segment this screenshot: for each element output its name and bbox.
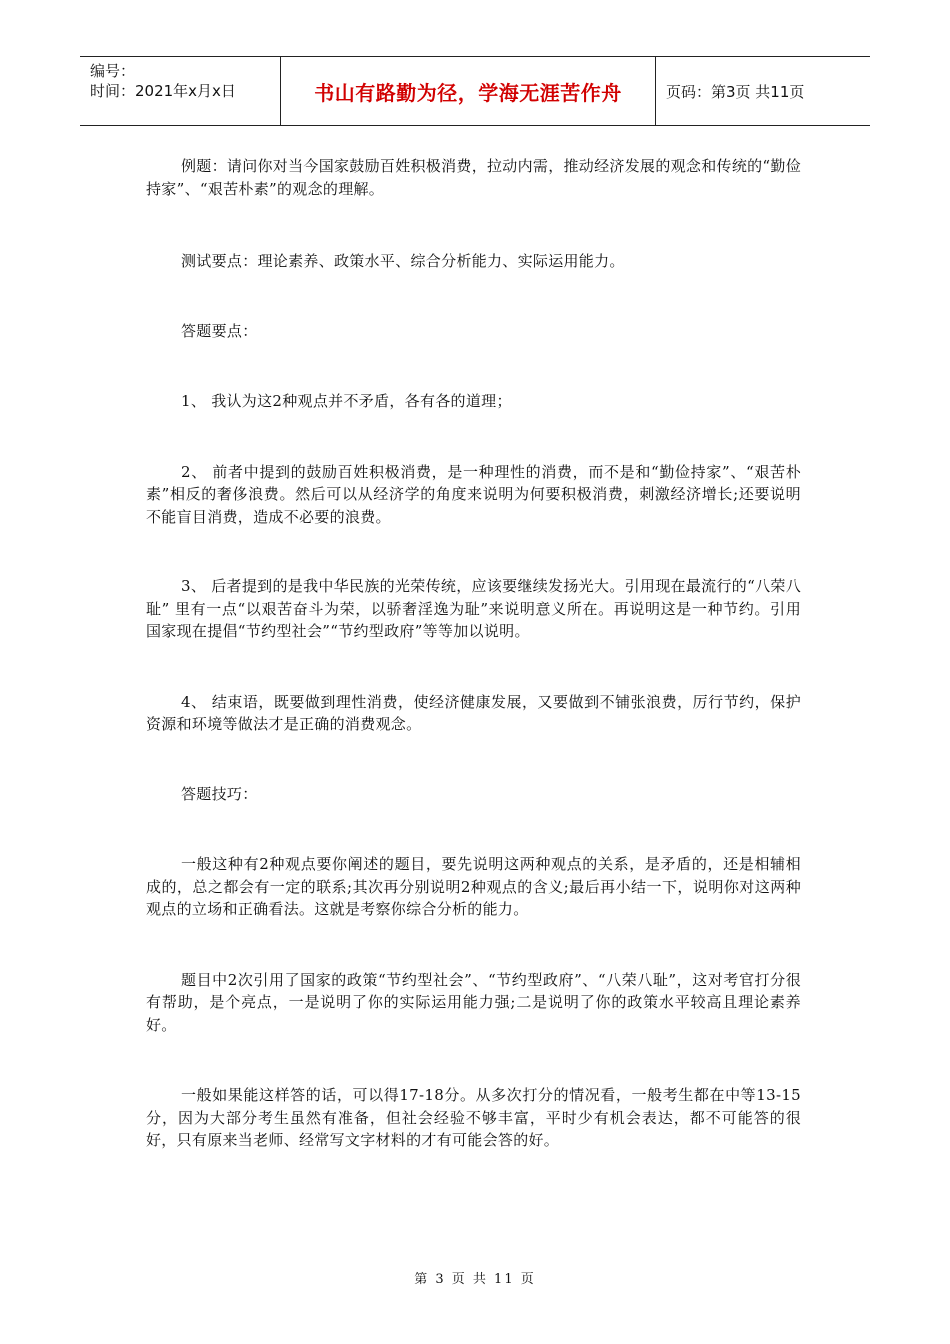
paragraph-answer-points-heading: 答题要点： [181,321,258,340]
paragraph-point-3: 3、 后者提到的是我中华民族的光荣传统，应该要继续发扬光大。引用现在最流行的“八荣八耻” 里有一点“以艰苦奋斗为荣，以骄奢淫逸为耻”来说明意义所在。再说明这是一种节约。引用国家现在提倡“节约型社会”“节约型政府”等等加以说明。 [146,577,801,640]
header-motto: 书山有路勤为径，学海无涯苦作舟 [314,80,622,105]
page-footer: 第 3 页 共 11 页 [414,1272,536,1287]
paragraph-tips-heading: 答题技巧： [181,784,258,803]
paragraph-test-points: 测试要点：理论素养、政策水平、综合分析能力、实际运用能力。 [181,252,625,270]
paragraph-scoring: 一般如果能这样答的话，可以得17-18分。从多次打分的情况看，一般考生都在中等13-15分，因为大部分考生虽然有准备，但社会经验不够丰富，平时少有机会表达，都不可能答的很好，只有原来当老师、经常写文字材料的才有可能会答的好。 [146,1086,801,1149]
paragraph-example-question: 例题：请问你对当今国家鼓励百姓积极消费，拉动内需，推动经济发展的观念和传统的“勤俭持家”、“艰苦朴素”的观念的理解。 [146,157,801,198]
document-time-label: 时间：2021年x月x日 [90,82,236,100]
paragraph-tips-2: 题目中2次引用了国家的政策“节约型社会”、“节约型政府”、“八荣八耻”，这对考官打分很有帮助，是个亮点，一是说明了你的实际运用能力强;二是说明了你的政策水平较高且理论素养好。 [146,970,801,1034]
header-motto-cell [281,57,656,125]
paragraph-tips-1: 一般这种有2种观点要你阐述的题目，要先说明这两种观点的关系，是矛盾的，还是相辅相成的，总之都会有一定的联系;其次再分别说明2种观点的含义;最后再小结一下，说明你对这两种观点的立场和正确看法。这就是考察你综合分析的能力。 [146,855,801,918]
paragraph-point-4: 4、 结束语，既要做到理性消费，使经济健康发展，又要做到不铺张浪费，厉行节约，保护资源和环境等做法才是正确的消费观念。 [146,692,801,733]
page-header [80,56,870,126]
paragraph-point-1: 1、 我认为这2种观点并不矛盾，各有各的道理； [181,392,512,410]
header-page-info: 页码：第3页 共11页 [666,82,805,101]
document-body [146,155,801,1152]
paragraph-point-2: 2、 前者中提到的鼓励百姓积极消费，是一种理性的消费，而不是和“勤俭持家”、“艰苦朴素”相反的奢侈浪费。然后可以从经济学的角度来说明为何要积极消费，刺激经济增长;还要说明不能盲目消费，造成不必要的浪费。 [146,462,801,526]
header-meta [80,57,281,125]
document-number-label: 编号： [90,62,136,80]
